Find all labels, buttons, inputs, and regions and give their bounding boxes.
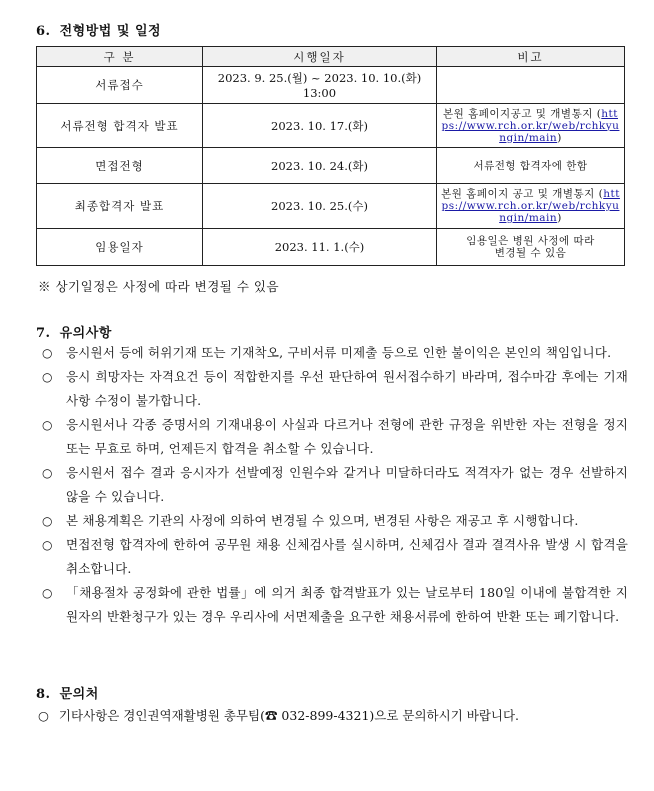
remark-text: 본원 홈페이지 공고 및 개별통지 (	[441, 188, 604, 200]
date-cell: 2023. 11. 1.(수)	[203, 229, 437, 266]
date-cell: 2023. 10. 17.(화)	[203, 104, 437, 148]
list-item	[36, 581, 628, 629]
remark-text-end: )	[557, 131, 562, 144]
section-7-title: 유의사항	[59, 326, 112, 341]
schedule-change-note: ※ 상기일정은 사정에 따라 변경될 수 있음	[38, 279, 280, 294]
contact-line	[36, 706, 519, 724]
bullet-circle-icon: ○	[42, 466, 53, 480]
list-item	[36, 533, 628, 581]
table-row	[37, 148, 625, 184]
list-item-text: 응시원서나 각종 증명서의 기재내용이 사실과 다르거나 전형에 관한 규정을 위반한 자는 전형을 정지 또는 무효로 하며, 언제든지 합격을 취소할 수 있습니다.	[66, 417, 628, 456]
date-cell: 2023. 9. 25.(월) ~ 2023. 10. 10.(화) 13:00	[203, 67, 437, 104]
stage-cell: 면접전형	[37, 148, 203, 184]
list-item-text: 응시 희망자는 자격요건 등이 적합한지를 우선 판단하여 원서접수하기 바라며, 접수마감 후에는 기재사항 수정이 불가합니다.	[66, 369, 628, 408]
section-6-title: 전형방법 및 일정	[59, 24, 162, 39]
header-date: 시행일자	[203, 47, 437, 67]
remark-cell	[437, 104, 625, 148]
list-item	[36, 341, 628, 365]
remark-text-end: )	[557, 212, 562, 224]
list-item	[36, 509, 628, 533]
remark-cell: 서류전형 합격자에 한함	[437, 148, 625, 184]
section-7-number: 7.	[36, 326, 51, 341]
remark-cell: 임용일은 병원 사정에 따라 변경될 수 있음	[437, 229, 625, 266]
section-6-number: 6.	[36, 24, 51, 39]
header-stage: 구 분	[37, 47, 203, 67]
list-item	[36, 461, 628, 509]
stage-cell: 서류접수	[37, 67, 203, 104]
date-cell: 2023. 10. 25.(수)	[203, 184, 437, 229]
section-8-number: 8.	[36, 687, 51, 702]
list-item-text: 본 채용계획은 기관의 사정에 의하여 변경될 수 있으며, 변경된 사항은 재공고 후 시행합니다.	[66, 513, 579, 528]
remark-text: 본원 홈페이지공고 및 개별통지 (	[442, 107, 602, 120]
stage-cell: 최종합격자 발표	[37, 184, 203, 229]
bullet-circle-icon: ○	[42, 418, 53, 432]
section-7-heading	[36, 322, 112, 341]
stage-cell: 서류전형 합격자 발표	[37, 104, 203, 148]
precautions-list	[36, 341, 628, 629]
bullet-circle-icon: ○	[42, 538, 53, 552]
schedule-table	[36, 46, 625, 266]
table-row	[37, 229, 625, 266]
bullet-circle-icon: ○	[42, 370, 53, 384]
bullet-circle-icon: ○	[42, 586, 53, 600]
section-8-title: 문의처	[59, 687, 99, 702]
remark-cell	[437, 184, 625, 229]
homepage-link[interactable]: https://www.rch.or.kr/web/rchkyungin/main	[441, 107, 620, 144]
section-6-heading	[36, 20, 161, 39]
list-item	[36, 365, 628, 413]
stage-cell: 임용일자	[37, 229, 203, 266]
header-remark: 비고	[437, 47, 625, 67]
list-item	[36, 413, 628, 461]
section-8-heading	[36, 683, 99, 702]
table-row	[37, 184, 625, 229]
list-item-text: 「채용절차 공정화에 관한 법률」에 의거 최종 합격발표가 있는 날로부터 180일 이내에 불합격한 지원자의 반환청구가 있는 경우 우리사에 서면제출을 요구한 채용서류에 한하여 반환 또는 폐기합니다.	[66, 585, 628, 624]
schedule-header-row	[37, 47, 625, 67]
remark-cell	[437, 67, 625, 104]
bullet-circle-icon: ○	[38, 708, 49, 723]
table-row	[37, 67, 625, 104]
table-row	[37, 104, 625, 148]
bullet-circle-icon: ○	[42, 346, 53, 360]
contact-text: 기타사항은 경인권역재활병원 총무팀(☎ 032-899-4321)으로 문의하시기 바랍니다.	[58, 708, 520, 723]
list-item-text: 면접전형 합격자에 한하여 공무원 채용 신체검사를 실시하며, 신체검사 결과 결격사유 발생 시 합격을 취소합니다.	[66, 537, 628, 576]
bullet-circle-icon: ○	[42, 514, 53, 528]
list-item-text: 응시원서 접수 결과 응시자가 선발예정 인원수와 같거나 미달하더라도 적격자가 없는 경우 선발하지 않을 수 있습니다.	[66, 465, 628, 504]
homepage-link[interactable]: https://www.rch.or.kr/web/rchkyungin/main	[441, 188, 620, 224]
date-cell: 2023. 10. 24.(화)	[203, 148, 437, 184]
list-item-text: 응시원서 등에 허위기재 또는 기재착오, 구비서류 미제출 등으로 인한 불이익은 본인의 책임입니다.	[66, 345, 612, 360]
